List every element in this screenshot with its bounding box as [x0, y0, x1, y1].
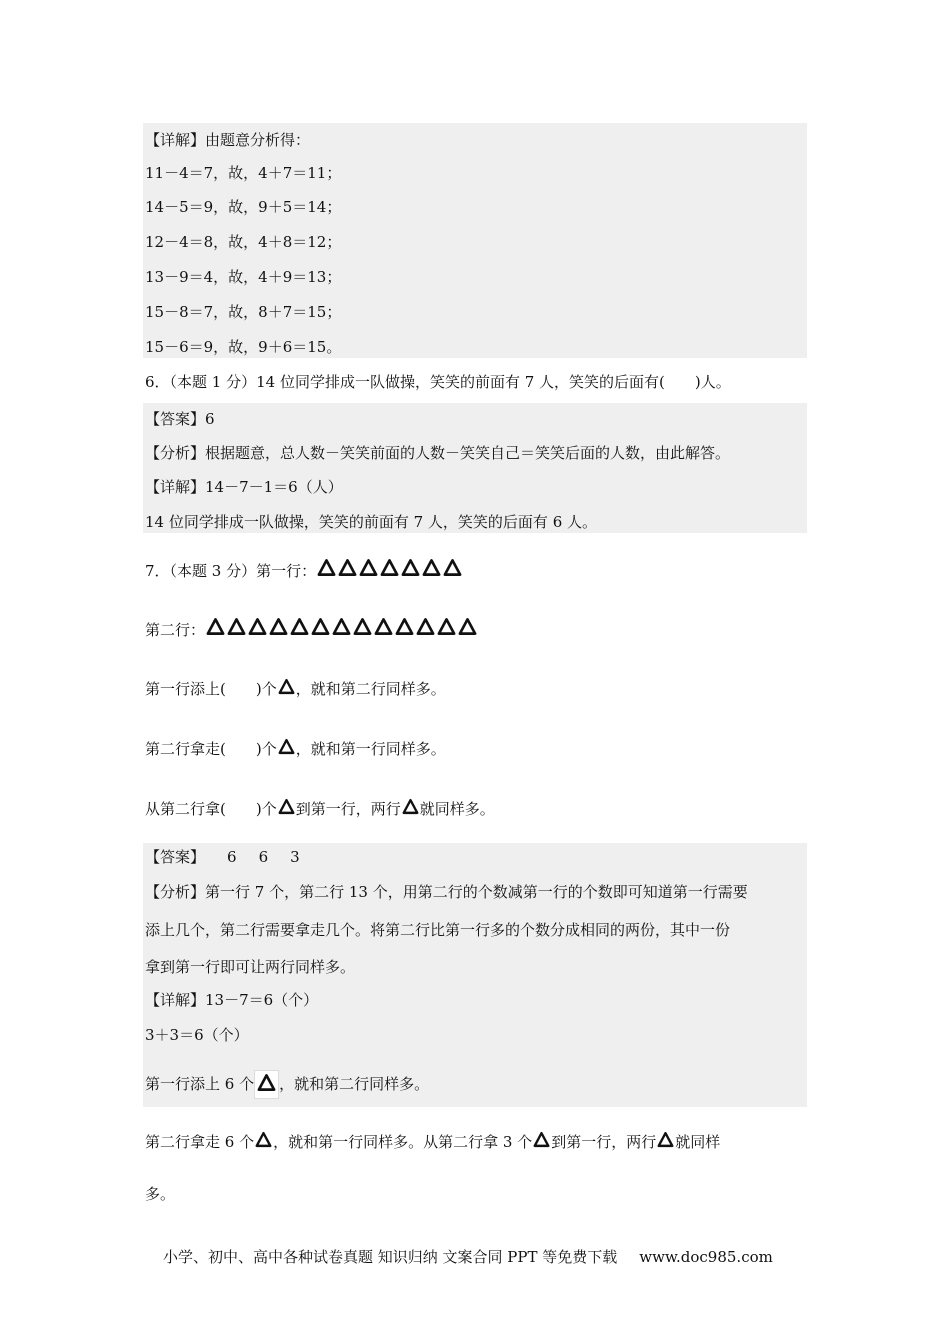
page-footer: [163, 1246, 773, 1267]
triangle-icon: [257, 1073, 276, 1092]
q7-answer-label: 【答案】: [145, 848, 206, 866]
q7-detail-4-b: ，就和第一行同样多。从第二行拿 3 个: [273, 1133, 533, 1151]
q7-detail-4: [145, 1131, 720, 1152]
q7-row1-triangles: [316, 562, 463, 580]
q5-line-3: 12－4＝8，故，4＋8＝12；: [145, 233, 342, 251]
q7-blank1: [145, 678, 446, 699]
q7-answer-3: 3: [290, 848, 300, 866]
q7-row1: [145, 558, 463, 581]
q6-answer: 【答案】6: [145, 410, 215, 428]
q7-blank2-post: ，就和第一行同样多。: [295, 740, 446, 758]
q7-detail-3-pre: 第一行添上 6 个: [145, 1075, 255, 1093]
q7-detail-2: 3＋3＝6（个）: [145, 1026, 249, 1044]
q7-blank3: [145, 798, 495, 819]
q7-answer-1: 6: [227, 848, 237, 866]
q7-row2-label: 第二行：: [145, 621, 206, 639]
triangle-icon: [278, 678, 295, 695]
q7-detail-3: [145, 1070, 429, 1099]
triangle-icon: [290, 617, 309, 636]
triangle-icon: [206, 617, 225, 636]
q5-line-4: 13－9＝4，故，4＋9＝13；: [145, 268, 342, 286]
q7-detail-3-post: ，就和第二行同样多。: [279, 1075, 430, 1093]
triangle-icon: [443, 558, 462, 577]
triangle-icon: [278, 798, 295, 815]
q7-answer-2: 6: [258, 848, 269, 866]
q7-answer: [145, 847, 300, 867]
q7-blank1-post: ，就和第二行同样多。: [295, 680, 446, 698]
q5-detail-heading: 【详解】由题意分析得：: [145, 131, 311, 149]
q7-analysis-3: 拿到第一行即可让两行同样多。: [145, 958, 356, 976]
triangle-icon: [380, 558, 399, 577]
q7-detail-1: 【详解】13－7＝6（个）: [145, 991, 319, 1009]
triangle-icon: [338, 558, 357, 577]
q7-blank3-pre: 从第二行拿( )个: [145, 800, 277, 818]
triangle-icon: [657, 1131, 674, 1148]
triangle-icon: [227, 617, 246, 636]
triangle-icon: [395, 617, 414, 636]
q5-line-1: 11－4＝7，故，4＋7＝11；: [145, 164, 342, 182]
triangle-icon: [458, 617, 477, 636]
q5-line-5: 15－8＝7，故，8＋7＝15；: [145, 303, 342, 321]
triangle-icon: [255, 1131, 272, 1148]
q5-line-6: 15－6＝9，故，9＋6＝15。: [145, 338, 342, 356]
triangle-icon: [416, 617, 435, 636]
q6-conclusion: 14 位同学排成一队做操，笑笑的前面有 7 人，笑笑的后面有 6 人。: [145, 513, 598, 531]
q7-analysis-1: 【分析】第一行 7 个，第二行 13 个，用第二行的个数减第一行的个数即可知道第一行需要: [145, 883, 748, 901]
triangle-box: [254, 1070, 279, 1099]
triangle-icon: [422, 558, 441, 577]
triangle-icon: [311, 617, 330, 636]
q7-row1-label: 7．（本题 3 分）第一行：: [145, 562, 317, 580]
q7-blank2: [145, 738, 446, 759]
q6-analysis: 【分析】根据题意，总人数－笑笑前面的人数－笑笑自己＝笑笑后面的人数，由此解答。: [145, 444, 731, 462]
q7-row2-triangles: [205, 621, 478, 639]
q7-blank1-pre: 第一行添上( )个: [145, 680, 277, 698]
triangle-icon: [359, 558, 378, 577]
footer-text: 小学、初中、高中各种试卷真题 知识归纳 文案合同 PPT 等免费下载: [163, 1248, 618, 1266]
triangle-icon: [374, 617, 393, 636]
q5-line-2: 14－5＝9，故，9＋5＝14；: [145, 198, 342, 216]
q7-detail-5: 多。: [145, 1185, 176, 1203]
q7-row2: [145, 617, 478, 640]
triangle-icon: [278, 738, 295, 755]
footer-url[interactable]: www.doc985.com: [639, 1248, 773, 1266]
q7-blank2-pre: 第二行拿走( )个: [145, 740, 277, 758]
triangle-icon: [248, 617, 267, 636]
q7-analysis-2: 添上几个，第二行需要拿走几个。将第二行比第一行多的个数分成相同的两份，其中一份: [145, 921, 731, 939]
q7-detail-4-c: 到第一行，两行: [551, 1133, 657, 1151]
q7-detail-4-a: 第二行拿走 6 个: [145, 1133, 255, 1151]
triangle-icon: [332, 617, 351, 636]
q7-blank3-mid: 到第一行，两行: [295, 800, 401, 818]
triangle-icon: [353, 617, 372, 636]
q6-question: 6．（本题 1 分）14 位同学排成一队做操，笑笑的前面有 7 人，笑笑的后面有( )人。: [145, 373, 731, 391]
triangle-icon: [317, 558, 336, 577]
triangle-icon: [269, 617, 288, 636]
triangle-icon: [533, 1131, 550, 1148]
q7-detail-4-d: 就同样: [675, 1133, 721, 1151]
triangle-icon: [402, 798, 419, 815]
q7-blank3-post: 就同样多。: [419, 800, 495, 818]
triangle-icon: [437, 617, 456, 636]
q6-detail: 【详解】14－7－1＝6（人）: [145, 478, 343, 496]
triangle-icon: [401, 558, 420, 577]
